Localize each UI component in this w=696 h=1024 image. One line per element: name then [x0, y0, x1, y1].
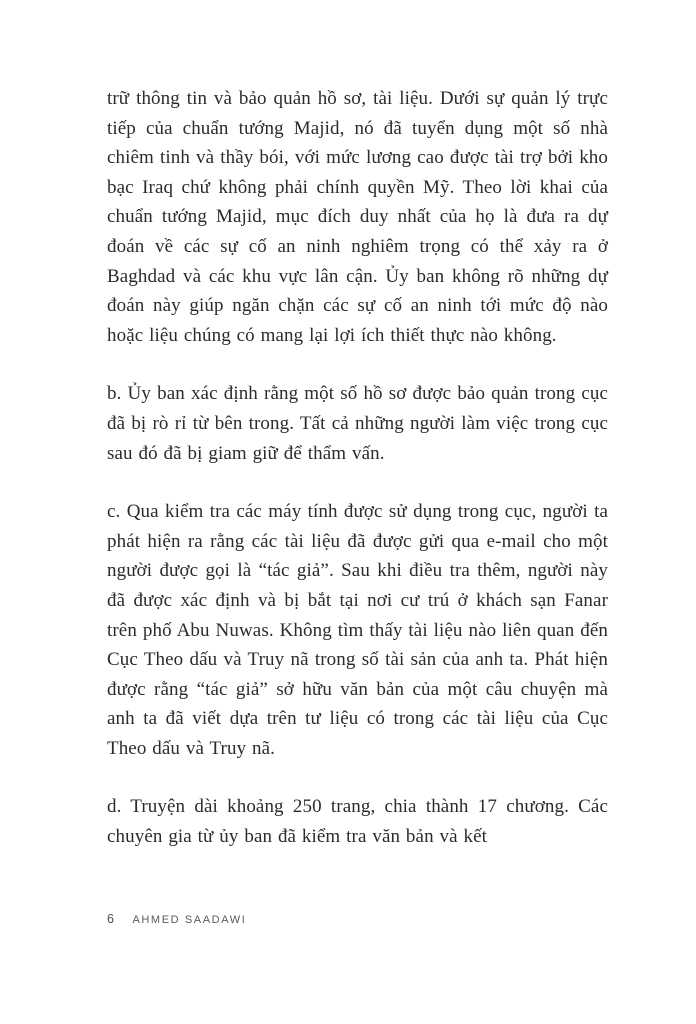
paragraph-1: trữ thông tin và bảo quản hồ sơ, tài liệu. Dưới sự quản lý trực tiếp của chuẩn tướng Majid, nó đã tuyển dụng một số nhà chiêm tinh và thầy bói, với mức lương cao được tài trợ bởi kho bạc Iraq chứ không phải chính quyền Mỹ. Theo lời khai của chuẩn tướng Majid, mục đích duy nhất của họ là đưa ra dự đoán về các sự cố an ninh nghiêm trọng có thể xảy ra ở Baghdad và các khu vực lân cận. Ủy ban không rõ những dự đoán này giúp ngăn chặn các sự cố an ninh tới mức độ nào hoặc liệu chúng có mang lại lợi ích thiết thực nào không.	[107, 88, 608, 346]
page-footer	[107, 912, 246, 926]
paragraph-2: b. Ủy ban xác định rằng một số hồ sơ được bảo quản trong cục đã bị rò rỉ từ bên trong. Tất cả những người làm việc trong cục sau đó đã bị giam giữ để thẩm vấn.	[107, 383, 608, 464]
page-number: 6	[107, 912, 115, 926]
author-name: AHMED SAADAWI	[132, 914, 247, 926]
paragraph-3: c. Qua kiểm tra các máy tính được sử dụng trong cục, người ta phát hiện ra rằng các tài liệu đã được gửi qua e-mail cho một người được gọi là “tác giả”. Sau khi điều tra thêm, người này đã được xác định và bị bắt tại nơi cư trú ở khách sạn Fanar trên phố Abu Nuwas. Không tìm thấy tài liệu nào liên quan đến Cục Theo dấu và Truy nã trong số tài sản của anh ta. Phát hiện được rằng “tác giả” sở hữu văn bản của một câu chuyện mà anh ta đã viết dựa trên tư liệu có trong các tài liệu của Cục Theo dấu và Truy nã.	[107, 501, 608, 759]
page-text-block	[107, 84, 608, 852]
paragraph-4: d. Truyện dài khoảng 250 trang, chia thành 17 chương. Các chuyên gia từ ủy ban đã kiểm tra văn bản và kết	[107, 796, 608, 848]
